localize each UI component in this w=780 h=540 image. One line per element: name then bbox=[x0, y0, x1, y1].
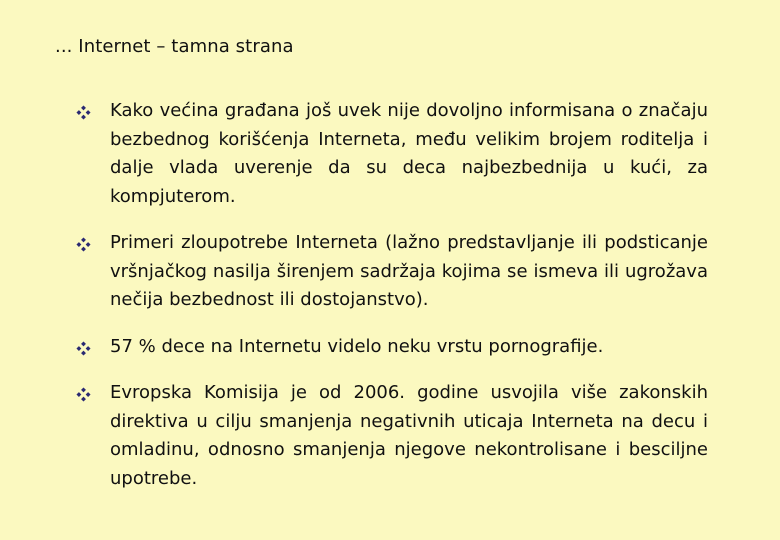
bullet-text: Kako većina građana još uvek nije dovoljno informisana o značaju bezbednog korišćenja Interneta, među velikim brojem roditelja i dalje vlada uverenje da su deca najbezbednija u kući, za kompjuterom. bbox=[110, 100, 708, 207]
diamond-bullet-icon bbox=[76, 387, 91, 402]
diamond-bullet-icon bbox=[76, 105, 91, 120]
diamond-bullet-icon bbox=[76, 237, 91, 252]
bullet-item bbox=[76, 229, 708, 315]
bullet-item bbox=[76, 333, 708, 362]
bullet-text: 57 % dece na Internetu videlo neku vrstu pornografije. bbox=[110, 335, 604, 357]
slide-title: ... Internet – tamna strana bbox=[55, 36, 294, 57]
bullet-item bbox=[76, 97, 708, 211]
diamond-bullet-icon bbox=[76, 341, 91, 356]
bullet-text: Primeri zloupotrebe Interneta (lažno predstavljanje ili podsticanje vršnjačkog nasilja širenjem sadržaja kojima se ismeva ili ugrožava nečija bezbednost ili dostojanstvo). bbox=[110, 232, 708, 310]
bullet-list bbox=[76, 97, 708, 493]
bullet-text: Evropska Komisija je od 2006. godine usvojila više zakonskih direktiva u cilju smanjenja negativnih uticaja Interneta na decu i omladinu, odnosno smanjenja njegove nekontrolisane i besciljne upotrebe. bbox=[110, 382, 708, 489]
bullet-item bbox=[76, 379, 708, 493]
